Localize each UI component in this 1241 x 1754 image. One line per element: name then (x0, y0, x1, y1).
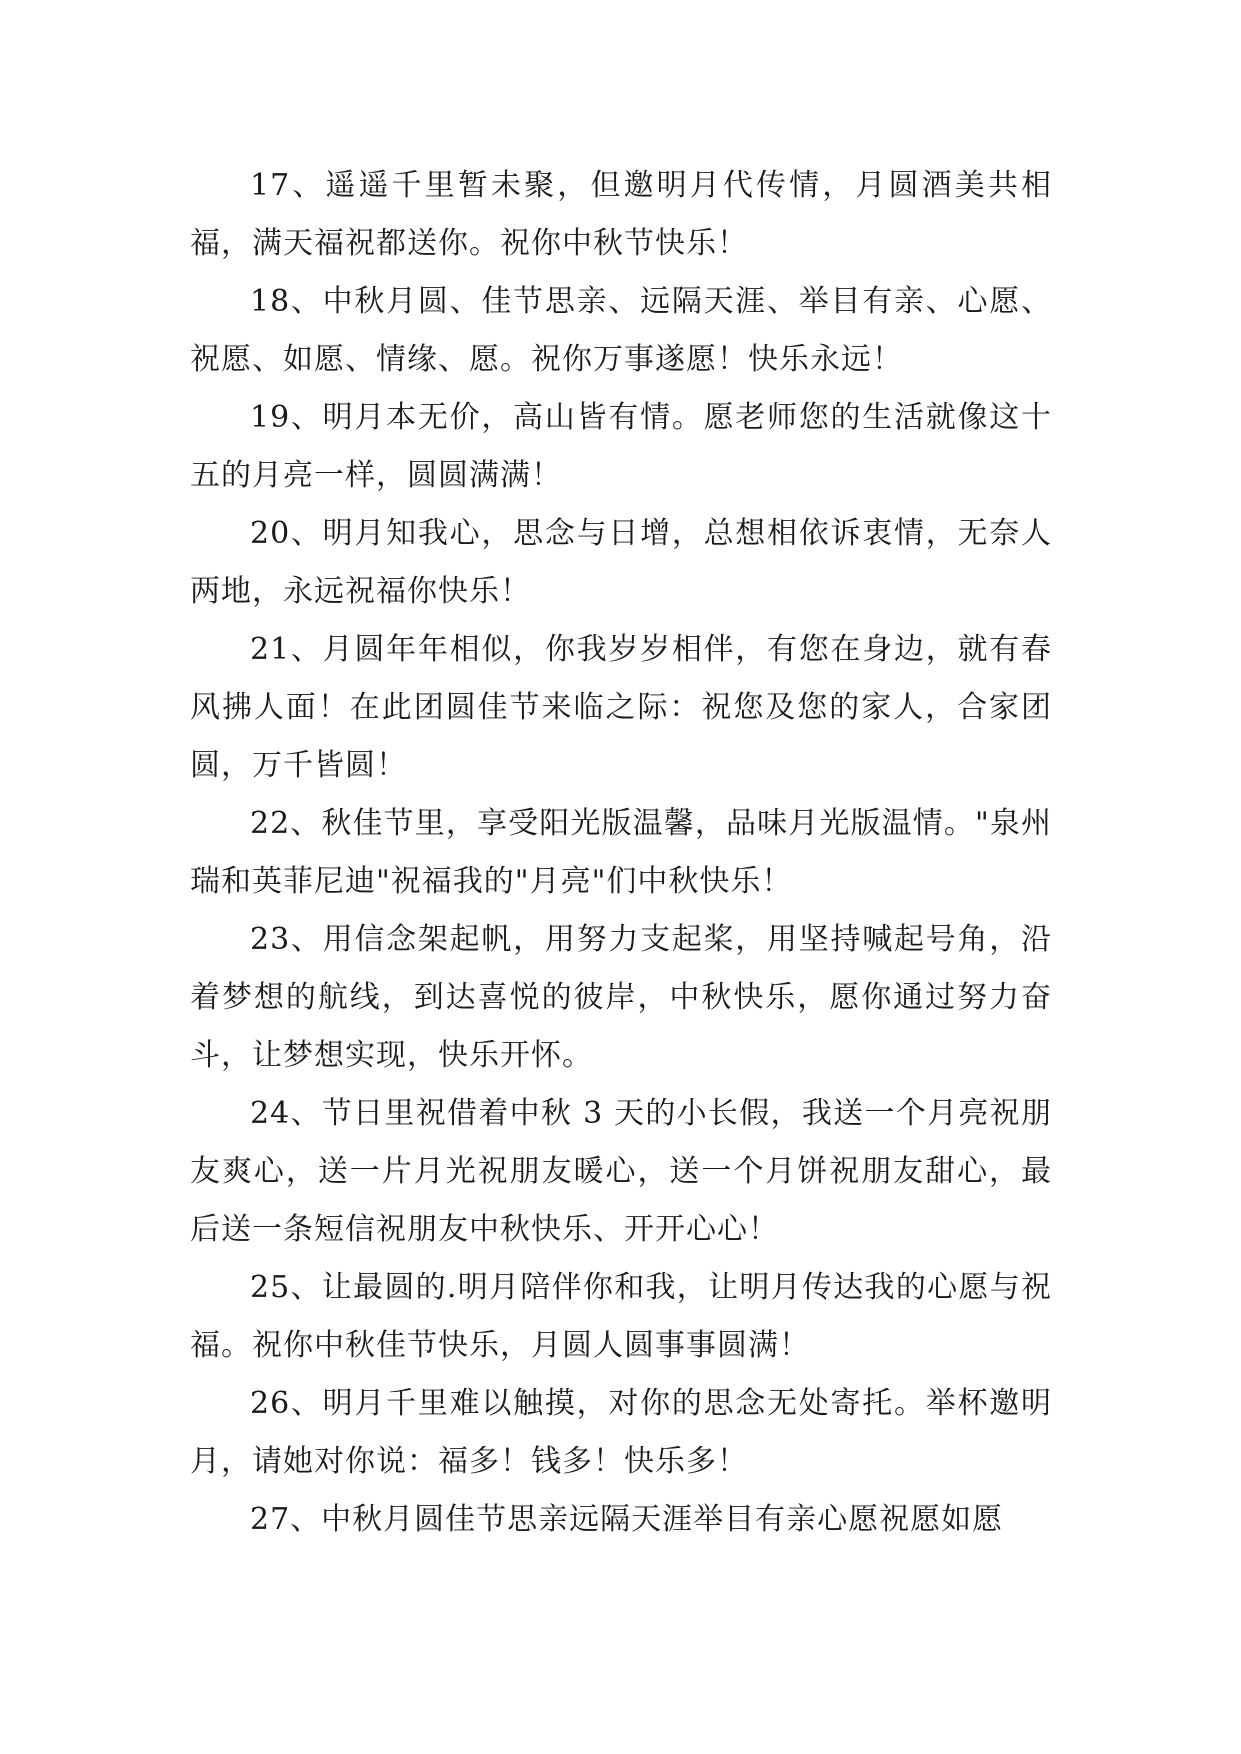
paragraph-22: 22、秋佳节里，享受阳光版温馨，品味月光版温情。"泉州瑞和英菲尼迪"祝福我的"月亮"们中秋快乐！ (190, 806, 1052, 899)
paragraph-17: 17、遥遥千里暂未聚，但邀明月代传情，月圆酒美共相福，满天福祝都送你。祝你中秋节快乐！ (190, 168, 1052, 261)
paragraph-26: 26、明月千里难以触摸，对你的思念无处寄托。举杯邀明月，请她对你说：福多！钱多！快乐多！ (190, 1386, 1052, 1479)
paragraph-21: 21、月圆年年相似，你我岁岁相伴，有您在身边，就有春风拂人面！在此团圆佳节来临之际：祝您及您的家人，合家团圆，万千皆圆！ (190, 632, 1052, 783)
paragraph-20: 20、明月知我心，思念与日增，总想相依诉衷情，无奈人两地，永远祝福你快乐！ (190, 516, 1052, 609)
paragraph-27: 27、中秋月圆佳节思亲远隔天涯举目有亲心愿祝愿如愿 (250, 1502, 1004, 1537)
document-body (190, 157, 1052, 1549)
paragraph-24: 24、节日里祝借着中秋 3 天的小长假，我送一个月亮祝朋友爽心，送一片月光祝朋友暖心，送一个月饼祝朋友甜心，最后送一条短信祝朋友中秋快乐、开开心心！ (190, 1096, 1052, 1247)
paragraph-18: 18、中秋月圆、佳节思亲、远隔天涯、举目有亲、心愿、祝愿、如愿、情缘、愿。祝你万事遂愿！快乐永远！ (190, 284, 1052, 377)
paragraph-23: 23、用信念架起帆，用努力支起桨，用坚持喊起号角，沿着梦想的航线，到达喜悦的彼岸，中秋快乐，愿你通过努力奋斗，让梦想实现，快乐开怀。 (190, 922, 1052, 1073)
paragraph-19: 19、明月本无价，高山皆有情。愿老师您的生活就像这十五的月亮一样，圆圆满满！ (190, 400, 1052, 493)
paragraph-25: 25、让最圆的.明月陪伴你和我，让明月传达我的心愿与祝福。祝你中秋佳节快乐，月圆人圆事事圆满！ (190, 1270, 1052, 1363)
